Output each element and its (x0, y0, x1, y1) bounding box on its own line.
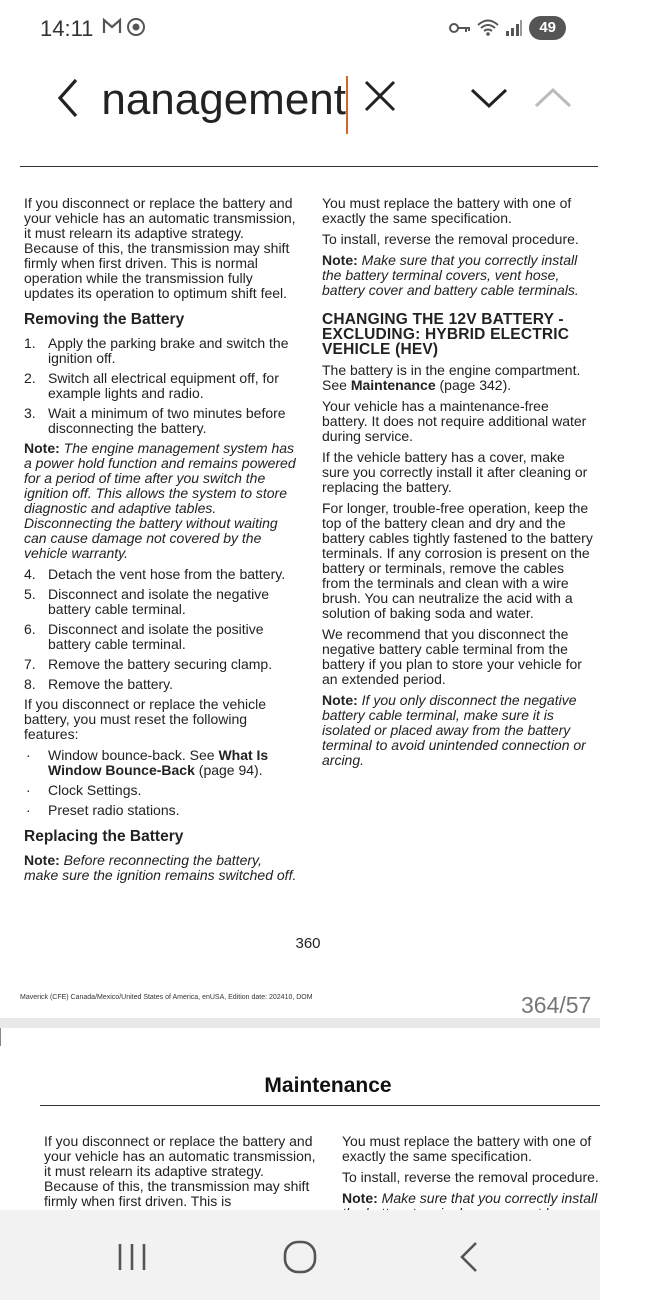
list-item: 1. Apply the parking brake and switch the ignition off. (24, 335, 289, 366)
transmission-paragraph: If you disconnect or replace the battery and your vehicle has an automatic transmission, it must relearn its adaptive strategy. Because of this, the transmission may shift firmly when first driven. This is normal operation while the transmission fully updates its operation to optimum shift feel. (24, 195, 296, 301)
chevron-left-icon[interactable] (50, 76, 86, 120)
maintenance-free-paragraph: Your vehicle has a maintenance-free battery. It does not require additional water during service. (322, 398, 587, 444)
battery-cover-paragraph: If the vehicle battery has a cover, make sure you correctly install it after cleaning or replacing the battery. (322, 449, 588, 495)
page1-right-column (322, 196, 594, 774)
status-time: 14:11 (40, 16, 94, 41)
terminal-covers-note: Note: Make sure that you correctly install the battery terminal covers, vent hose, battery cover and battery cable terminals. (322, 252, 579, 298)
corrosion-paragraph: For longer, trouble-free operation, keep the top of the battery clean and dry and the battery cables tightly fastened to the battery terminals. If any corrosion is present on the battery or terminals, remove the cables from the terminals and clean with a wire brush. You can neutralize the acid with a solution of baking soda and water. (322, 500, 593, 621)
removal-steps-list-b (24, 567, 298, 692)
status-left-icons (102, 17, 146, 37)
page-separator (0, 1018, 600, 1028)
list-item: · Clock Settings. (26, 782, 142, 798)
list-item: 6. Disconnect and isolate the positive battery cable terminal. (24, 621, 264, 652)
header-rule (20, 166, 598, 167)
battery-indicator: 49 (529, 16, 566, 40)
list-item: · Window bounce-back. See What Is Window Bounce-Back (page 94). (26, 747, 269, 778)
edition-footer: Maverick (CFE) Canada/Mexico/United States of America, enUSA, Edition date: 202410, DOM (20, 994, 313, 1001)
transmission-paragraph-page2: If you disconnect or replace the battery and your vehicle has an automatic transmission, it must relearn its adaptive strategy. Because of this, the transmission may shift firmly when first driven. This is (44, 1133, 316, 1209)
removal-steps-list-a (24, 336, 298, 436)
removing-battery-heading: Removing the Battery (24, 311, 185, 328)
gmail-icon (102, 17, 122, 35)
status-right-icons (449, 16, 566, 40)
search-query: nanagement (101, 75, 346, 124)
app-icon (126, 17, 146, 37)
negative-terminal-note: Note: If you only disconnect the negative battery cable terminal, make sure it is isolated or placed away from the battery terminal to avoid unintended connection or arcing. (322, 692, 586, 768)
page-number: 360 (295, 935, 321, 952)
key-icon (449, 21, 471, 35)
chevron-up-icon[interactable] (532, 82, 574, 112)
window-bounce-back-link[interactable]: What Is Window Bounce-Back (48, 747, 269, 778)
install-paragraph: To install, reverse the removal procedure. (322, 231, 579, 247)
recents-icon[interactable] (112, 1240, 152, 1274)
system-navigation-bar (0, 1210, 600, 1300)
back-icon[interactable] (448, 1240, 488, 1274)
find-in-document-bar (0, 58, 600, 164)
chevron-down-icon[interactable] (468, 82, 510, 112)
replace-spec-paragraph-page2: You must replace the battery with one of exactly the same specification. (342, 1133, 592, 1164)
power-hold-note: Note: The engine management system has a power hold function and remains powered for a period of time after you switch the ignition off. This allows the system to store diagnostic and adaptive tables. Disconnecting the battery without waiting can cause damage not covered by the vehicle warranty. (24, 440, 296, 561)
status-bar (0, 0, 600, 58)
replace-spec-paragraph: You must replace the battery with one of exactly the same specification. (322, 195, 572, 226)
home-icon[interactable] (280, 1240, 320, 1274)
list-item: 8. Remove the battery. (24, 676, 174, 692)
page2-right-column (342, 1134, 614, 1210)
list-item: · Preset radio stations. (26, 802, 180, 818)
page2-header-rule (40, 1105, 600, 1106)
battery-location-paragraph: The battery is in the engine compartment. See Maintenance (page 342). (322, 362, 581, 393)
wifi-icon (477, 19, 499, 37)
page-edge-line (0, 1028, 1, 1046)
page-counter: 364/57 (521, 992, 592, 1018)
maintenance-section-title: Maintenance (264, 1074, 392, 1097)
close-icon[interactable] (362, 78, 398, 114)
list-item: 5. Disconnect and isolate the negative battery cable terminal. (24, 586, 270, 617)
page2-left-column (44, 1134, 318, 1210)
storage-paragraph: We recommend that you disconnect the negative battery cable terminal from the battery if you plan to store your vehicle for an extended period. (322, 626, 582, 687)
terminal-covers-note-page2: Note: Make sure that you correctly install (342, 1190, 598, 1206)
list-item: 4. Detach the vent hose from the battery. (24, 566, 286, 582)
replacing-battery-heading: Replacing the Battery (24, 828, 184, 845)
list-item: 2. Switch all electrical equipment off, for example lights and radio. (24, 370, 279, 401)
page1-left-column (24, 196, 298, 889)
text-cursor (346, 76, 348, 134)
maintenance-link[interactable]: Maintenance (350, 377, 436, 393)
ignition-note: Note: Before reconnecting the battery, make sure the ignition remains switched off. (24, 852, 297, 883)
reset-features-intro: If you disconnect or replace the vehicle battery, you must reset the following features: (24, 696, 267, 742)
changing-12v-battery-heading: CHANGING THE 12V BATTERY - EXCLUDING: HYBRID ELECTRIC VEHICLE (HEV) (322, 311, 570, 358)
list-item: 3. Wait a minimum of two minutes before disconnecting the battery. (24, 405, 286, 436)
install-paragraph-page2: To install, reverse the removal procedure. (342, 1169, 599, 1185)
reset-features-list (24, 748, 298, 818)
list-item: 7. Remove the battery securing clamp. (24, 656, 273, 672)
signal-icon (505, 19, 523, 37)
search-input[interactable] (101, 70, 350, 130)
